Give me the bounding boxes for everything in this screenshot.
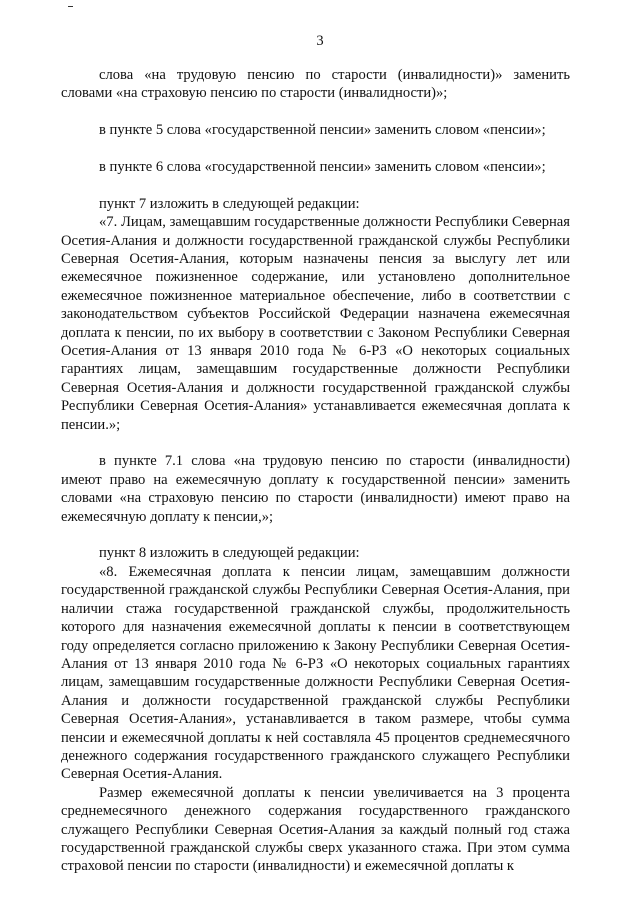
paragraph-point-8-text: «8. Ежемесячная доплата к пенсии лицам, замещавшим должности государственной гражданской службы Республики Северная Осетия-Алания, при наличии стажа государственной гражданской службы, продолжительность которого для назначения ежемесячной доплаты к пенсии в соответствующем году определяется согласно приложению к Закону Республики Северная Осетия-Алания от 13 января 2010 года № 6-РЗ «О некоторых социальных гарантиях лицам, замещавшим государственные должности Республики Северная Осетия-Алания и должности государственной гражданской службы Республики Северная Осетия-Алания», устанавливается в таком размере, чтобы сумма пенсии и ежемесячной доплаты к ней составляла 45 процентов среднемесячного денежного содержания государственного гражданского служащего Республики Северная Осетия-Алания.: [61, 563, 570, 783]
paragraph-supplement-size: Размер ежемесячной доплаты к пенсии увеличивается на 3 процента среднемесячного денежного содержания государственного гражданского служащего Республики Северная Осетия-Алания за каждый полный год стажа государственной гражданской службы сверх указанного стажа. При этом сумма страховой пенсии по старости (инвалидности) и ежемесячной доплаты к: [61, 784, 570, 875]
paragraph-point-7-text: «7. Лицам, замещавшим государственные должности Республики Северная Осетия-Алания и должности государственной гражданской службы Республики Северная Осетия-Алания, которым назначены пенсия за выслугу лет или ежемесячное пожизненное содержание, или установлено дополнительное ежемесячное пожизненное материальное обеспечение, либо в соответствии с законодательством субъектов Российской Федерации назначена ежемесячная доплата к пенсии, по их выбору в соответствии с Законом Республики Северная Осетия-Алания от 13 января 2010 года № 6-РЗ «О некоторых социальных гарантиях лицам, замещавшим государственные должности Республики Северная Осетия-Алания и должности государственной гражданской службы Республики Северная Осетия-Алания» устанавливается ежемесячная доплата к пенсии.»;: [61, 214, 570, 433]
paragraph-point-8-intro: пункт 8 изложить в следующей редакции:: [99, 545, 360, 562]
paragraph-point-7-intro: пункт 7 изложить в следующей редакции:: [99, 195, 360, 212]
paragraph-point-7-1: в пункте 7.1 слова «на трудовую пенсию по старости (инвалидности) имеют право на ежемесячную доплату к государственной пенсии» заменить словами «на страховую пенсию по старости (инвалидности) имеют право на ежемесячную доплату к пенсии,»;: [61, 453, 570, 525]
scan-mark: [68, 6, 73, 7]
paragraph-point-6: в пункте 6 слова «государственной пенсии» заменить словом «пенсии»;: [99, 159, 546, 175]
paragraph-point-5: в пункте 5 слова «государственной пенсии» заменить словом «пенсии»;: [99, 122, 546, 139]
paragraph-amend-wording: слова «на трудовую пенсию по старости (инвалидности)» заменить словами «на страховую пенсию по старости (инвалидности)»;: [61, 67, 570, 102]
page-number: 3: [316, 33, 324, 49]
document-body: [61, 66, 570, 876]
